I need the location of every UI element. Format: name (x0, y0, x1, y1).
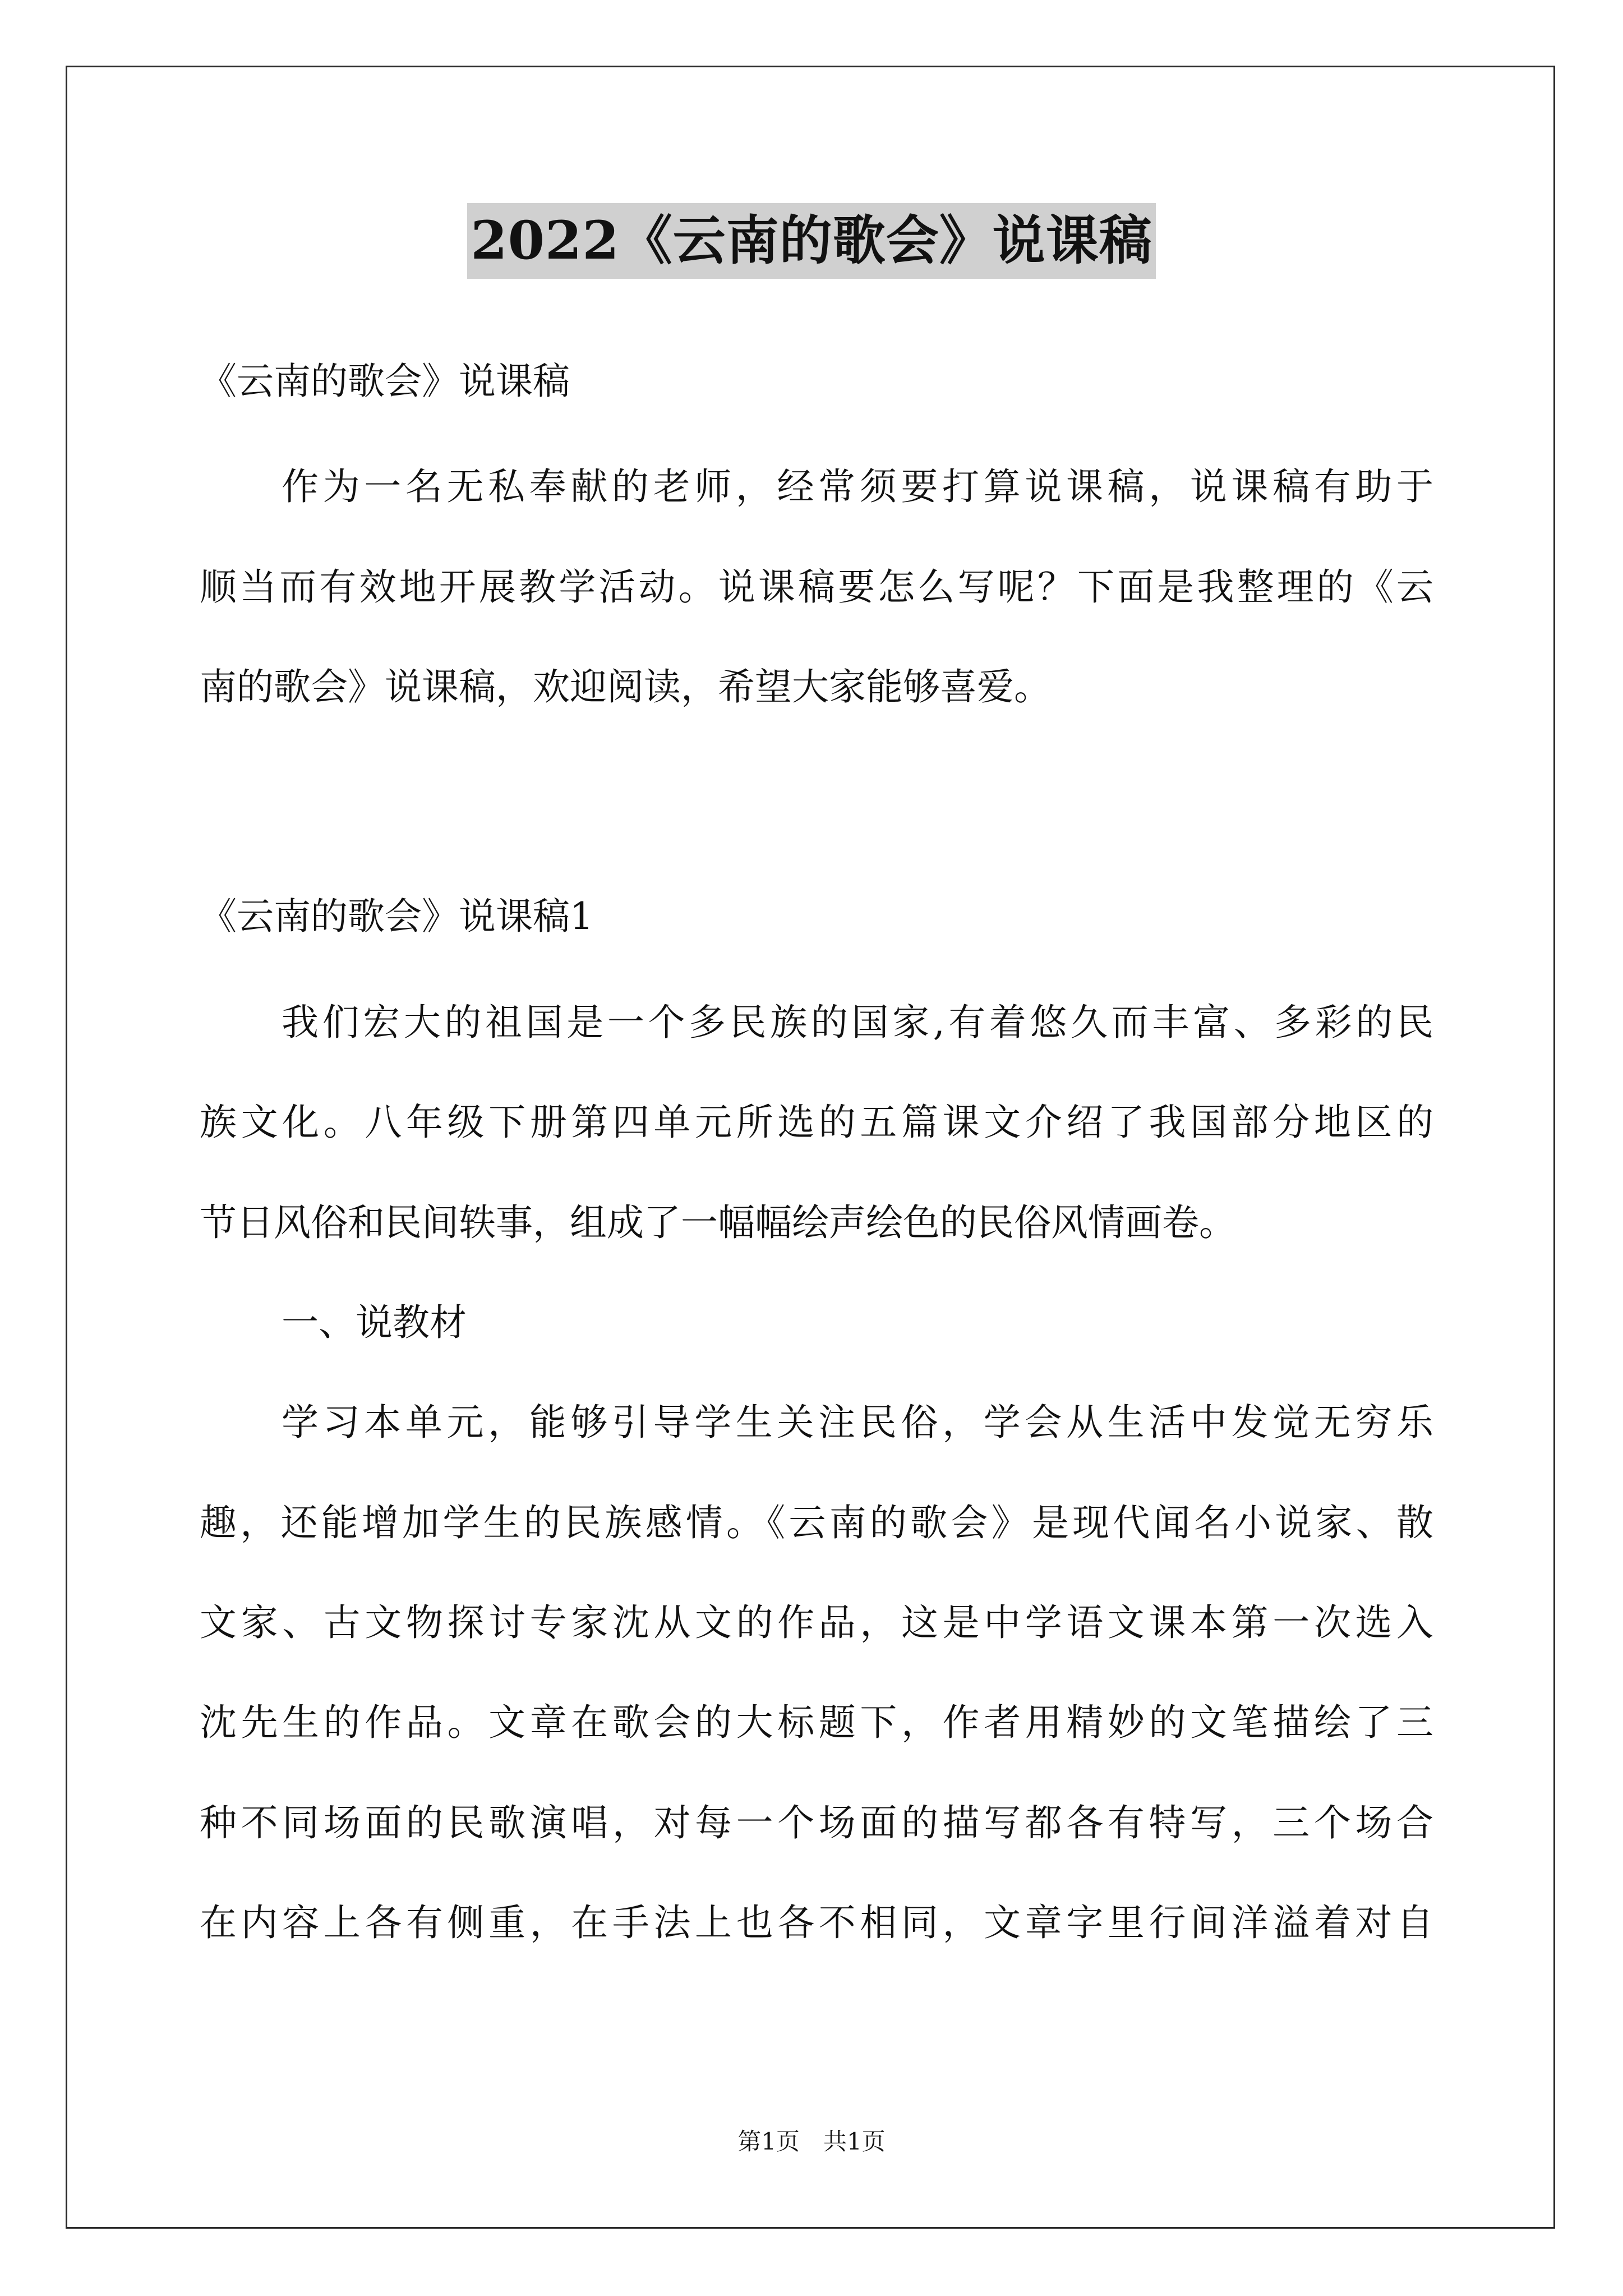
paragraph-line: 族文化。八年级下册第四单元所选的五篇课文介绍了我国部分地区的 (200, 1101, 1433, 1144)
document-title: 2022《云南的歌会》说课稿 (467, 203, 1156, 279)
paragraph-line: 我们宏大的祖国是一个多民族的国家,有着悠久而丰富、多彩的民 (282, 1001, 1433, 1044)
paragraph-line: 趣，还能增加学生的民族感情。《云南的歌会》是现代闻名小说家、散 (200, 1501, 1433, 1544)
paragraph-line: 作为一名无私奉献的老师，经常须要打算说课稿，说课稿有助于 (282, 465, 1433, 508)
title-container (0, 203, 1623, 279)
paragraph-line: 种不同场面的民歌演唱，对每一个场面的描写都各有特写，三个场合 (200, 1801, 1433, 1844)
paragraph-line: 南的歌会》说课稿，欢迎阅读，希望大家能够喜爱。 (200, 665, 1051, 708)
subsection-heading: 一、说教材 (282, 1301, 467, 1344)
page-number: 第1页 共1页 (737, 2128, 886, 2155)
section-heading: 《云南的歌会》说课稿1 (200, 895, 593, 938)
paragraph-line: 顺当而有效地开展教学活动。说课稿要怎么写呢？下面是我整理的《云 (200, 565, 1433, 609)
paragraph-line: 文家、古文物探讨专家沈从文的作品，这是中学语文课本第一次选入 (200, 1601, 1433, 1644)
paragraph-line: 学习本单元，能够引导学生关注民俗，学会从生活中发觉无穷乐 (282, 1401, 1433, 1444)
subtitle: 《云南的歌会》说课稿 (200, 360, 570, 403)
paragraph-line: 节日风俗和民间轶事，组成了一幅幅绘声绘色的民俗风情画卷。 (200, 1201, 1236, 1244)
paragraph-line: 沈先生的作品。文章在歌会的大标题下，作者用精妙的文笔描绘了三 (200, 1701, 1433, 1744)
paragraph-line: 在内容上各有侧重，在手法上也各不相同，文章字里行间洋溢着对自 (200, 1901, 1433, 1944)
